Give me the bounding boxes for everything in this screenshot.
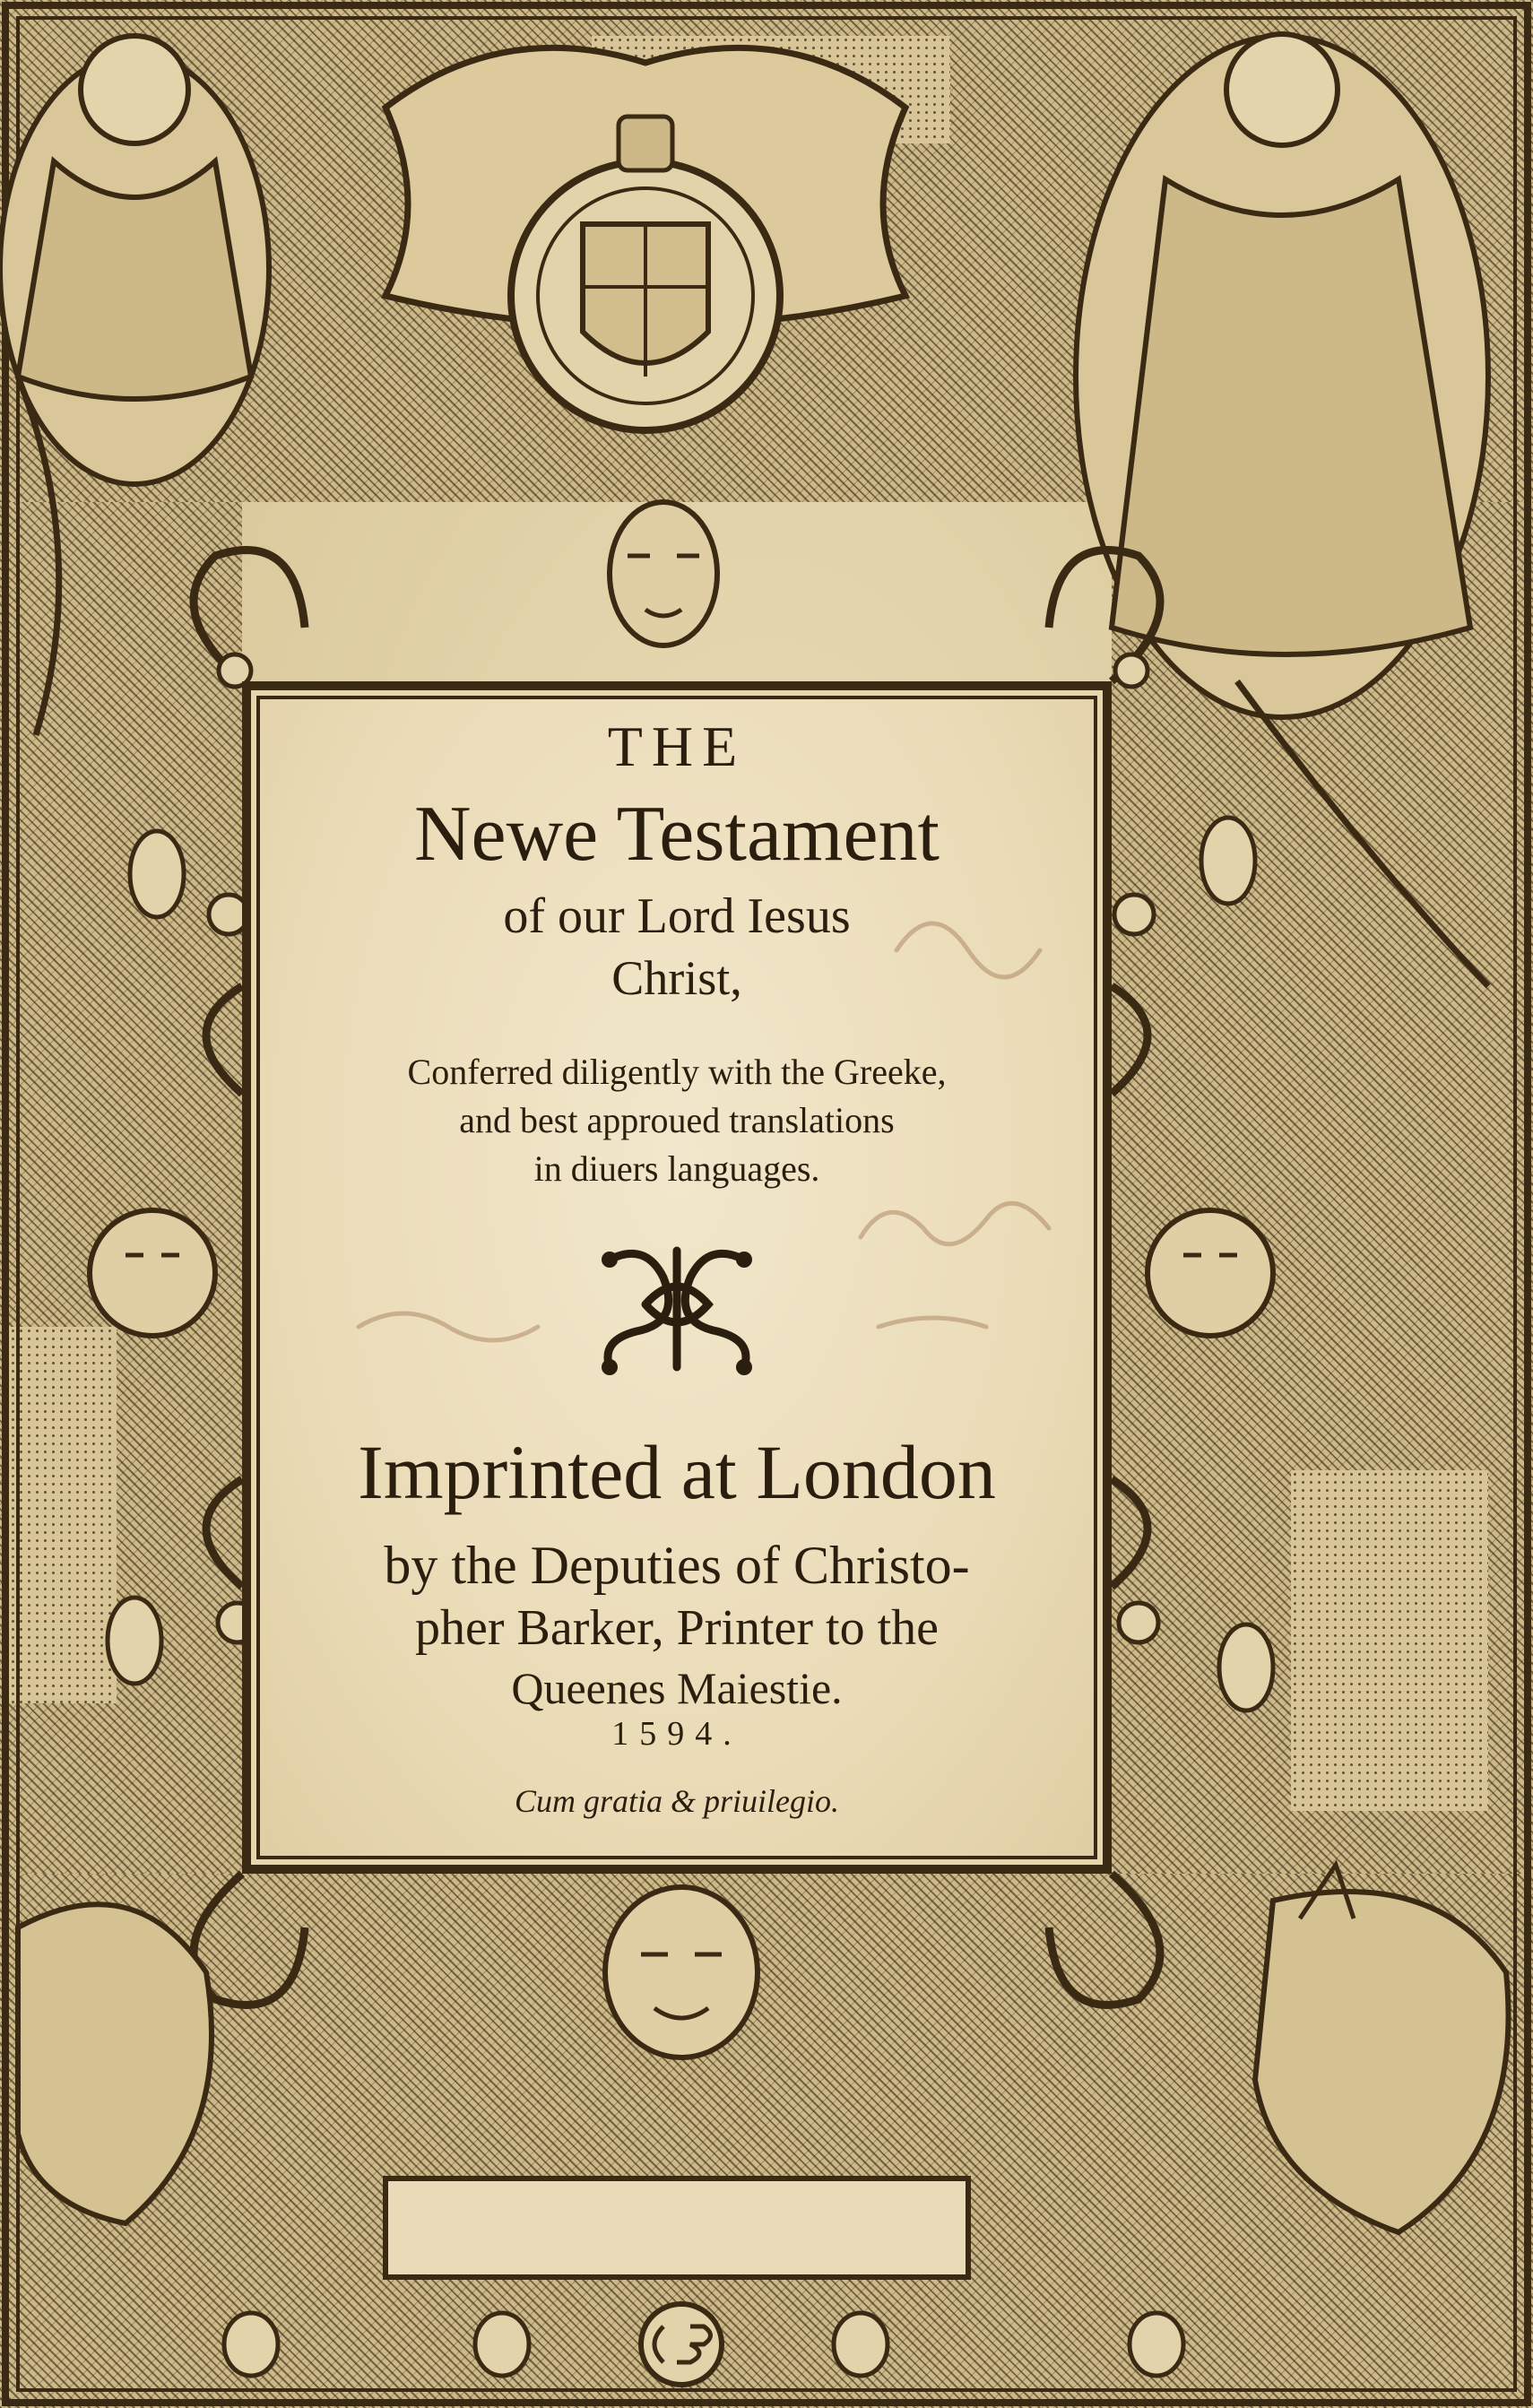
printer-fleuron-icon <box>592 1233 762 1385</box>
dragon-icon <box>1255 1865 1509 2232</box>
title-of-our-lord: of our Lord Iesus <box>503 888 851 944</box>
mask-icon <box>605 1887 758 2057</box>
imprint-line-1: Imprinted at London <box>358 1429 996 1515</box>
subtitle-line-3: in diuers languages. <box>533 1148 820 1189</box>
imprint-line-2: by the Deputies of Christo- <box>384 1536 970 1595</box>
printer-monogram-icon <box>641 2304 722 2385</box>
allegorical-figure-left <box>0 36 269 735</box>
imprint-line-3: pher Barker, Printer to the <box>414 1600 939 1656</box>
subtitle-line-2: and best approued translations <box>459 1100 895 1140</box>
imprint-line-4: Queenes Maiestie. <box>511 1663 843 1713</box>
subtitle-line-1: Conferred diligently with the Greeke, <box>407 1052 947 1092</box>
title-the: THE <box>607 715 747 778</box>
royal-arms-icon <box>385 48 905 430</box>
title-main: Newe Testament <box>413 791 940 878</box>
privilege-line: Cum gratia & priuilegio. <box>514 1783 840 1819</box>
title-christ: Christ, <box>611 951 742 1005</box>
lion-icon <box>18 1904 212 2223</box>
mask-icon <box>610 502 717 645</box>
imprint-year: 1594. <box>611 1715 742 1753</box>
allegorical-figure-right <box>1076 34 1488 986</box>
